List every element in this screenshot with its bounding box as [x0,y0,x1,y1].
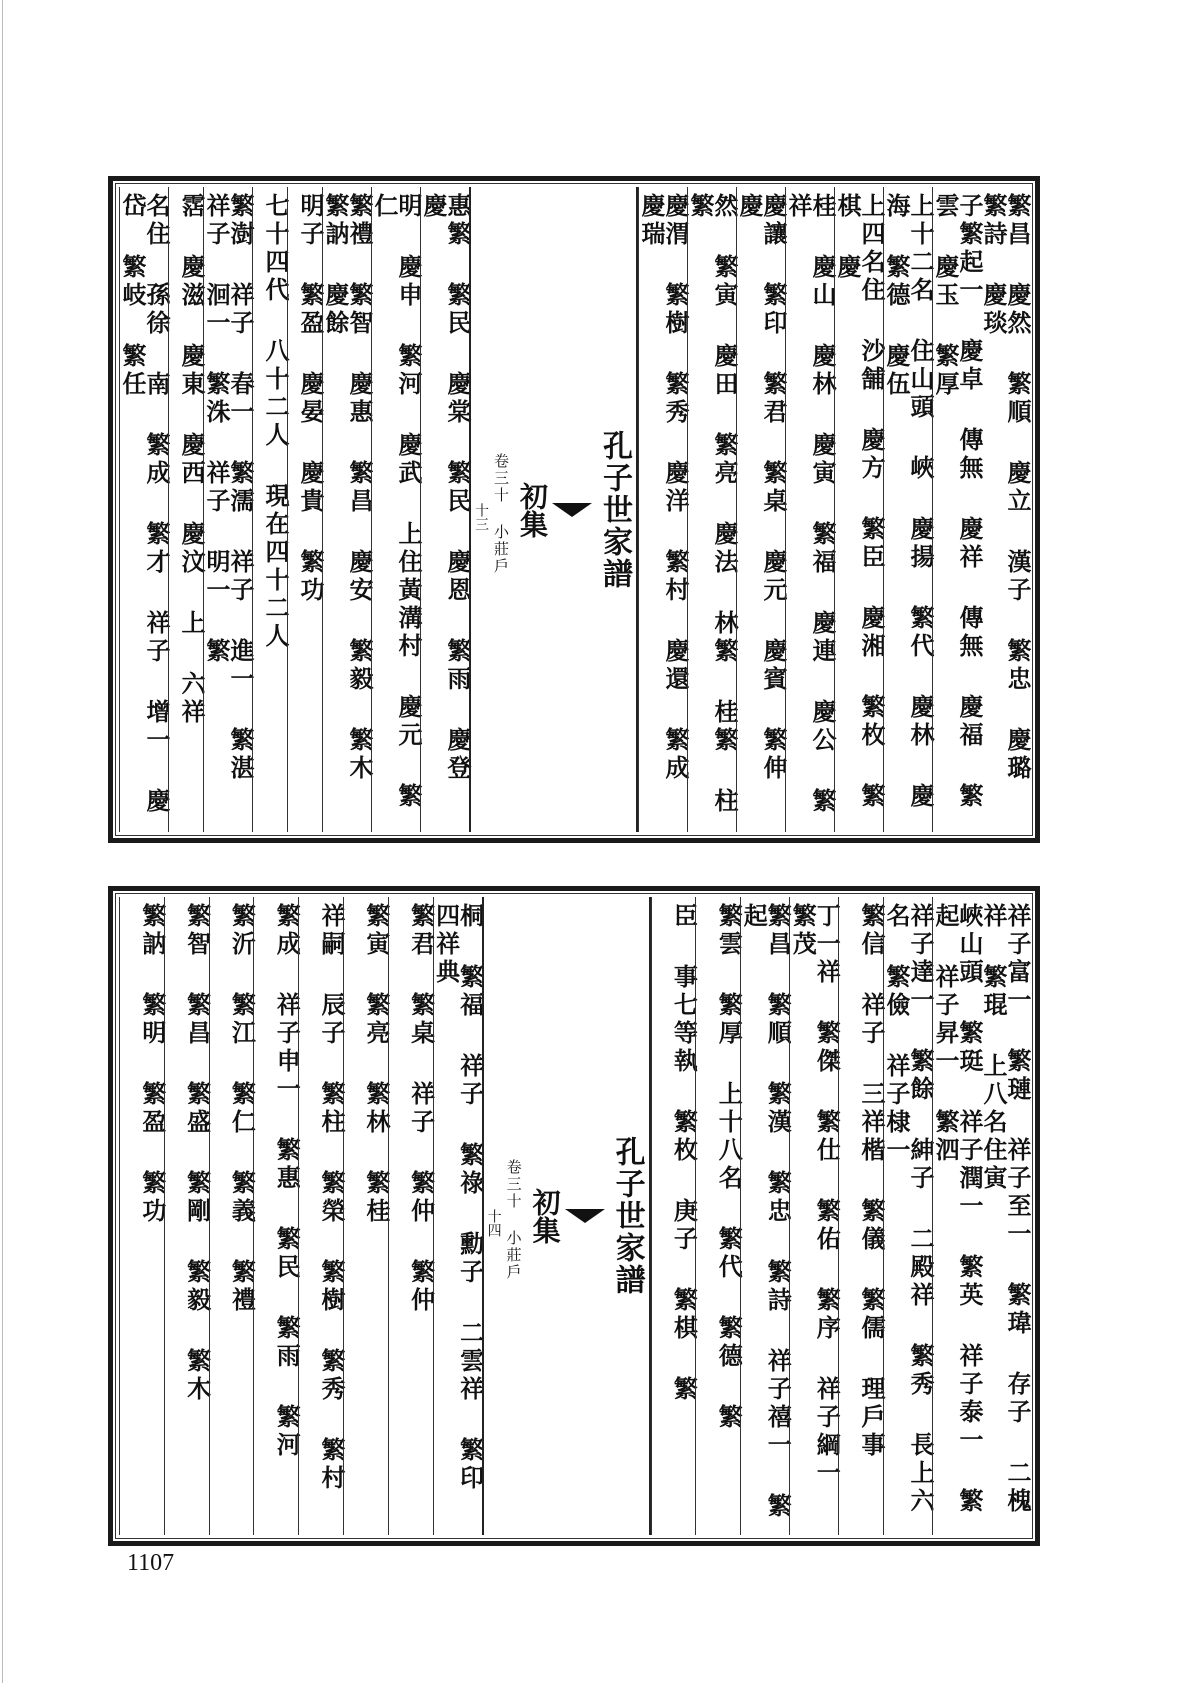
top-columns [118,187,1032,832]
column: 名住 孫徐 南 繁成 繁才 祥子 增一 慶岱 繁岐 繁任 [119,187,168,832]
column: 祥嗣 辰子 繁柱 繁榮 繁樹 繁秀 繁村 [298,897,343,1535]
book-title: 孔子世家譜 [609,1136,645,1296]
column: 上四名住 沙舗 慶方 繁臣 慶湘 繁枚 繁棋 慶 [834,187,883,832]
column: 峽山頭 繁珽 祥子潤一 繁英 祥子泰一 繁起 祥子昇一 繁泗 [932,897,981,1535]
column: 丁一祥 繁傑 繁仕 繁佑 繁序 祥子綱一 繁茂 [789,897,838,1535]
page-edge-line [2,0,3,1683]
chapter-label: 卷三十 小莊戶 [492,452,510,575]
leaf-number: 十三 [473,502,489,531]
column: 上十二名 住山頭 峽 慶揚 繁代 慶林 慶海 繁德 慶伍 [883,187,932,832]
column: 子繁起一 慶卓 傳無 慶祥 傳無 慶福 繁雲 慶玉 繁厚 [932,187,981,832]
fishtail-mark [565,1209,605,1223]
fishtail-mark [552,503,592,517]
column: 明子 繁盈 慶晏 慶貴 繁功 [287,187,322,832]
column: 繁寅 繁亮 繁林 繁桂 [343,897,388,1535]
column: 臣 事七等執 繁枚 庚子 繁棋 繁 [651,897,696,1535]
book-spine [482,897,651,1535]
column: 明 慶申 繁河 慶武 上住黃溝村 慶元 繁仁 [371,187,420,832]
column: 繁成 祥子申一 繁惠 繁民 繁雨 繁河 [253,897,298,1535]
column: 桂 慶山 慶林 慶寅 繁福 慶連 慶公 繁祥 [785,187,834,832]
book-title: 孔子世家譜 [597,429,632,590]
volume-label: 初集 [528,1188,562,1244]
column: 繁君 繁桌 祥子 繁仲 繁仲 [388,897,433,1535]
leaf-number: 十四 [485,1209,502,1237]
column: 繁智 繁昌 繁盛 繁剛 繁毅 繁木 [164,897,209,1535]
column: 繁雲 繁厚 上十八名 繁代 繁德 繁 [695,897,740,1535]
column: 繁昌 慶然 繁順 慶立 漢子 繁忠 慶璐 繁詩 慶琰 [979,193,1032,783]
column: 慶讓 繁印 繁君 繁桌 慶元 慶賓 繁伸 慶 [736,187,785,832]
column: 祥子富一 繁璉 祥子至一 繁瑋 存子 二槐祥 繁琨 上八名住寅 [979,903,1032,1516]
column: 桐 繁福 祥子 繁祿 勳子 二雲祥 繁印 四祥典 [433,897,482,1535]
column: 繁訥 繁明 繁盈 繁功 [119,897,164,1535]
column: 繁禮 繁智 慶惠 繁昌 慶安 繁毅 繁木 繁訥 慶餘 [322,187,371,832]
column: 繁沂 繁江 繁仁 繁義 繁禮 [209,897,254,1535]
column: 霑 慶滋 慶東 慶西 慶汶 上 六祥 [168,187,203,832]
volume-label: 初集 [516,481,549,538]
column: 祥子達一 繁餘 紳子 二殿祥 繁秀 長上六名 繁儉 祥子棣一 [883,897,932,1535]
column: 繁澍 祥子 春一 繁濡 祥子 進一 繁湛 祥子 洄一 繁洙 祥子 明一 繁 [203,187,252,832]
column: 惠繁 繁民 慶棠 繁民 慶恩 繁雨 慶登 慶 [420,187,469,832]
chapter-label: 卷三十 小莊戶 [504,1159,523,1281]
column: 慶渭 繁樹 繁秀 慶洋 繁村 慶還 繁成 慶瑞 [638,187,687,832]
bottom-page-panel [108,886,1040,1546]
column: 然 繁寅 慶田 繁亮 慶法 林繁 桂繁 柱繁 [687,187,736,832]
top-page-panel [108,176,1040,843]
column: 繁昌 繁順 繁漢 繁忠 繁詩 祥子禧一 繁起 [740,897,789,1535]
bottom-columns [119,897,1032,1535]
column: 繁信 祥子 三祥楷 繁儀 繁儒 理戶事 [838,897,883,1535]
book-spine [469,187,638,832]
column: 七十四代 八十二人 現在四十二人 [252,187,287,832]
page-number: 1107 [127,1550,175,1576]
